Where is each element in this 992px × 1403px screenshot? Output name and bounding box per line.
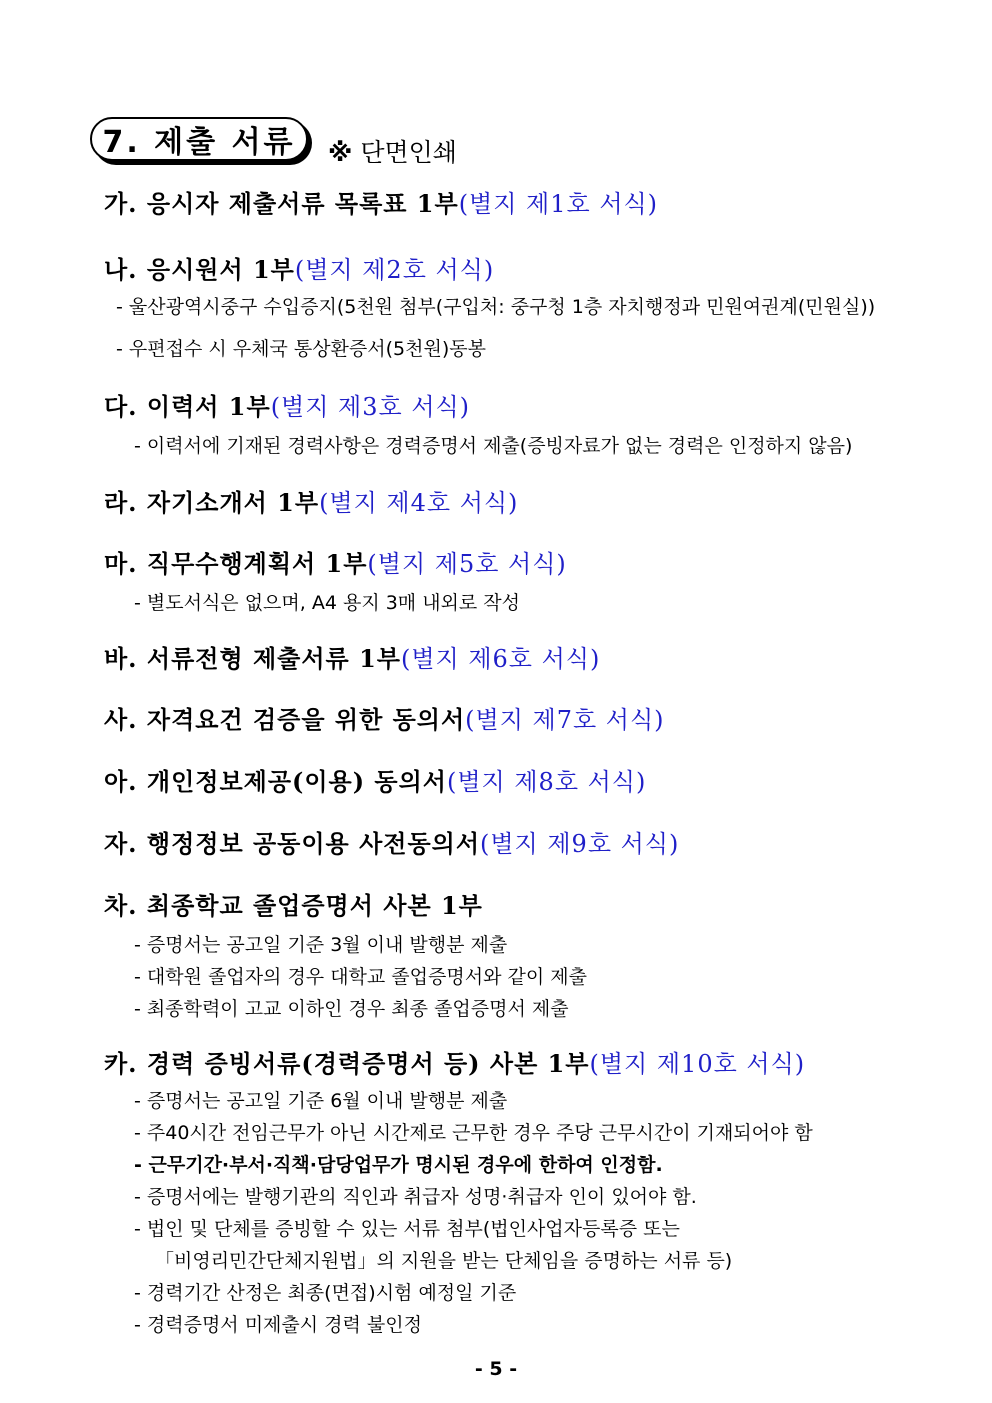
item-form-ref: (별지 제10호 서식) (589, 1050, 806, 1078)
item-note: - 이력서에 기재된 경력사항은 경력증명서 제출(증빙자료가 없는 경력은 인정하지 않음) (134, 435, 853, 457)
item-note: - 근무기간·부서·직책·담당업무가 명시된 경우에 한하여 인정함. (134, 1154, 663, 1176)
item-form-ref: (별지 제1호 서식) (458, 190, 659, 218)
item-form-ref: (별지 제7호 서식) (465, 706, 665, 734)
item-note: - 법인 및 단체를 증빙할 수 있는 서류 첨부(법인사업자등록증 또는 (134, 1218, 680, 1240)
item-heading: 차. 최종학교 졸업증명서 사본 1부 (104, 891, 483, 920)
item-ra (104, 483, 518, 518)
item-note: - 별도서식은 없으며, A4 용지 3매 내외로 작성 (134, 592, 521, 614)
section-title: 7. 제출 서류 (102, 125, 296, 160)
item-note: - 대학원 졸업자의 경우 대학교 졸업증명서와 같이 제출 (134, 966, 587, 988)
note-text: 단면인쇄 (360, 138, 457, 167)
item-heading: 라. 자기소개서 1부 (104, 488, 320, 517)
item-form-ref: (별지 제2호 서식) (294, 256, 495, 284)
item-note: - 울산광역시중구 수입증지(5천원 첨부(구입처: 중구청 1층 자치행정과 민원여권계(민원실)) (116, 296, 876, 318)
page-number: - 5 - (474, 1358, 518, 1380)
item-sa (104, 700, 665, 735)
section-note (328, 133, 457, 169)
item-heading: 다. 이력서 1부 (104, 392, 271, 421)
item-note: - 증명서는 공고일 기준 3월 이내 발행분 제출 (134, 934, 508, 956)
item-ga (104, 184, 658, 219)
item-form-ref: (별지 제8호 서식) (447, 768, 647, 796)
item-da (104, 387, 470, 422)
item-heading: 자. 행정정보 공동이용 사전동의서 (104, 829, 480, 858)
item-heading: 바. 서류전형 제출서류 1부 (104, 644, 401, 673)
item-form-ref: (별지 제9호 서식) (480, 830, 680, 858)
item-note: - 최종학력이 고교 이하인 경우 최종 졸업증명서 제출 (134, 998, 569, 1020)
item-form-ref: (별지 제6호 서식) (400, 645, 601, 673)
item-ba (104, 639, 600, 674)
item-note-continued: 「비영리민간단체지원법」의 지원을 받는 단체임을 증명하는 서류 등) (155, 1250, 733, 1272)
item-heading: 나. 응시원서 1부 (104, 255, 295, 284)
item-heading: 마. 직무수행계획서 1부 (104, 549, 368, 578)
item-note: - 경력기간 산정은 최종(면접)시험 예정일 기준 (134, 1282, 517, 1304)
item-heading: 아. 개인정보제공(이용) 동의서 (104, 767, 447, 796)
item-cha (104, 886, 483, 921)
item-form-ref: (별지 제5호 서식) (367, 550, 567, 578)
note-mark: ※ (328, 138, 353, 167)
item-note: - 증명서에는 발행기관의 직인과 취급자 성명·취급자 인이 있어야 함. (134, 1186, 697, 1208)
section-title-box (90, 117, 308, 161)
item-heading: 사. 자격요건 검증을 위한 동의서 (104, 705, 466, 734)
item-heading: 카. 경력 증빙서류(경력증명서 등) 사본 1부 (104, 1049, 590, 1078)
item-note: - 경력증명서 미제출시 경력 불인정 (134, 1314, 422, 1336)
item-note: - 증명서는 공고일 기준 6월 이내 발행분 제출 (134, 1090, 508, 1112)
item-form-ref: (별지 제4호 서식) (319, 489, 519, 517)
item-note: - 우편접수 시 우체국 통상환증서(5천원)동봉 (116, 338, 486, 360)
item-ma (104, 544, 567, 579)
item-heading: 가. 응시자 제출서류 목록표 1부 (104, 189, 459, 218)
item-ka (104, 1044, 805, 1079)
item-a (104, 762, 646, 797)
item-na (104, 250, 494, 285)
item-ja (104, 824, 679, 859)
item-note: - 주40시간 전임근무가 아닌 시간제로 근무한 경우 주당 근무시간이 기재되어야 함 (134, 1122, 813, 1144)
item-form-ref: (별지 제3호 서식) (270, 393, 471, 421)
